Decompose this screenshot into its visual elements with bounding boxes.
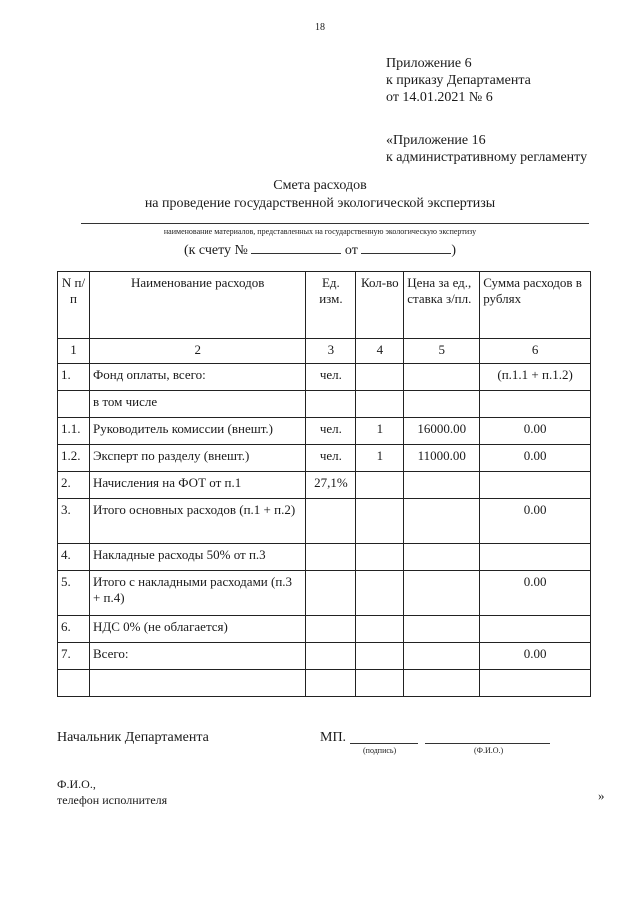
table-cell: 0.00 — [480, 418, 591, 445]
table-cell: 3. — [58, 499, 90, 544]
fio-caption: (Ф.И.О.) — [474, 746, 504, 755]
table-cell — [58, 670, 90, 697]
account-date-blank — [361, 241, 451, 254]
table-cell — [404, 571, 480, 616]
table-cell — [404, 391, 480, 418]
table-cell — [58, 391, 90, 418]
table-cell: чел. — [306, 364, 356, 391]
appendix-header — [386, 55, 587, 166]
table-cell: 7. — [58, 643, 90, 670]
table-header-row — [58, 272, 591, 339]
table-cell: Всего: — [89, 643, 305, 670]
table-cell: Фонд оплаты, всего: — [89, 364, 305, 391]
table-row — [58, 472, 591, 499]
table-cell — [404, 670, 480, 697]
department-head-label: Начальник Департамента — [57, 730, 209, 745]
table-cell — [480, 616, 591, 643]
seal-label: МП. — [320, 730, 347, 745]
column-number: 6 — [480, 339, 591, 364]
table-cell: Итого основных расходов (п.1 + п.2) — [89, 499, 305, 544]
header-cell: N п/п — [58, 272, 90, 339]
table-cell: 1.1. — [58, 418, 90, 445]
header-line-4: «Приложение 16 — [386, 133, 486, 148]
table-cell — [356, 616, 404, 643]
table-cell: 0.00 — [480, 643, 591, 670]
table-cell: 1 — [356, 418, 404, 445]
table-cell: 1. — [58, 364, 90, 391]
table-cell: (п.1.1 + п.1.2) — [480, 364, 591, 391]
fio-label: Ф.И.О., — [57, 777, 96, 791]
closing-quote: » — [598, 788, 605, 803]
table-cell — [306, 544, 356, 571]
column-number: 2 — [89, 339, 305, 364]
table-cell: Накладные расходы 50% от п.3 — [89, 544, 305, 571]
signature-line — [350, 743, 418, 744]
table-cell — [404, 472, 480, 499]
table-cell — [356, 544, 404, 571]
table-cell — [356, 499, 404, 544]
table-cell: Начисления на ФОТ от п.1 — [89, 472, 305, 499]
account-prefix: (к счету № — [183, 243, 248, 258]
table-cell: 16000.00 — [404, 418, 480, 445]
header-line-1: Приложение 6 — [386, 56, 472, 71]
executor-info — [57, 776, 167, 808]
table-cell — [306, 643, 356, 670]
table-cell: 0.00 — [480, 499, 591, 544]
header-line-3: от 14.01.2021 № 6 — [386, 90, 493, 105]
table-cell: 0.00 — [480, 445, 591, 472]
table-cell: Эксперт по разделу (внешт.) — [89, 445, 305, 472]
fio-line — [425, 743, 550, 744]
header-cell: Сумма расходов в рублях — [480, 272, 591, 339]
table-cell — [480, 670, 591, 697]
table-cell: 2. — [58, 472, 90, 499]
table-cell — [356, 670, 404, 697]
document-title — [0, 177, 640, 213]
phone-label: телефон исполнителя — [57, 793, 168, 807]
table-row — [58, 391, 591, 418]
table-cell — [480, 472, 591, 499]
account-line — [0, 241, 640, 259]
table-row — [58, 670, 591, 697]
title-line-1: Смета расходов — [273, 178, 367, 193]
table-row — [58, 643, 591, 670]
table-row — [58, 499, 591, 544]
table-cell: 1 — [356, 445, 404, 472]
table-cell — [404, 499, 480, 544]
table-cell — [89, 670, 305, 697]
table-row — [58, 616, 591, 643]
table-cell — [356, 472, 404, 499]
table-cell — [306, 391, 356, 418]
signature-caption: (подпись) — [363, 746, 397, 755]
table-cell: НДС 0% (не облагается) — [89, 616, 305, 643]
table-cell: 5. — [58, 571, 90, 616]
table-cell — [356, 643, 404, 670]
header-cell: Цена за ед., ставка з/пл. — [404, 272, 480, 339]
table-cell: 4. — [58, 544, 90, 571]
table-cell: Руководитель комиссии (внешт.) — [89, 418, 305, 445]
materials-caption: наименование материалов, представленных на государственную экологическую экспертизу — [163, 227, 477, 236]
materials-rule — [81, 223, 589, 224]
table-cell — [306, 616, 356, 643]
table-cell — [404, 643, 480, 670]
header-cell: Кол-во — [356, 272, 404, 339]
header-line-2: к приказу Департамента — [386, 73, 531, 88]
header-cell: Ед. изм. — [306, 272, 356, 339]
column-number: 1 — [58, 339, 90, 364]
table-cell: чел. — [306, 445, 356, 472]
table-cell: Итого с накладными расходами (п.3 + п.4) — [89, 571, 305, 616]
table-cell — [404, 616, 480, 643]
column-number: 4 — [356, 339, 404, 364]
table-cell: чел. — [306, 418, 356, 445]
title-line-2: на проведение государственной экологической экспертизы — [144, 196, 496, 211]
table-row — [58, 544, 591, 571]
table-cell: в том числе — [89, 391, 305, 418]
table-row — [58, 418, 591, 445]
page-number: 18 — [315, 22, 325, 33]
column-number: 3 — [306, 339, 356, 364]
table-row — [58, 571, 591, 616]
table-cell — [356, 364, 404, 391]
account-mid: от — [344, 243, 358, 258]
account-number-blank — [251, 241, 341, 254]
estimate-table — [57, 271, 591, 697]
table-cell — [480, 391, 591, 418]
table-cell — [480, 544, 591, 571]
column-number-row — [58, 339, 591, 364]
table-cell — [306, 571, 356, 616]
table-row — [58, 364, 591, 391]
table-cell — [306, 499, 356, 544]
table-row — [58, 445, 591, 472]
table-cell: 27,1% — [306, 472, 356, 499]
column-number: 5 — [404, 339, 480, 364]
header-cell: Наименование расходов — [89, 272, 305, 339]
table-cell — [356, 571, 404, 616]
account-suffix: ) — [451, 243, 457, 258]
table-cell — [356, 391, 404, 418]
table-cell — [306, 670, 356, 697]
table-cell — [404, 544, 480, 571]
table-cell: 1.2. — [58, 445, 90, 472]
table-cell: 0.00 — [480, 571, 591, 616]
table-cell: 11000.00 — [404, 445, 480, 472]
header-line-5: к административному регламенту — [386, 150, 588, 165]
table-cell — [404, 364, 480, 391]
table-cell: 6. — [58, 616, 90, 643]
